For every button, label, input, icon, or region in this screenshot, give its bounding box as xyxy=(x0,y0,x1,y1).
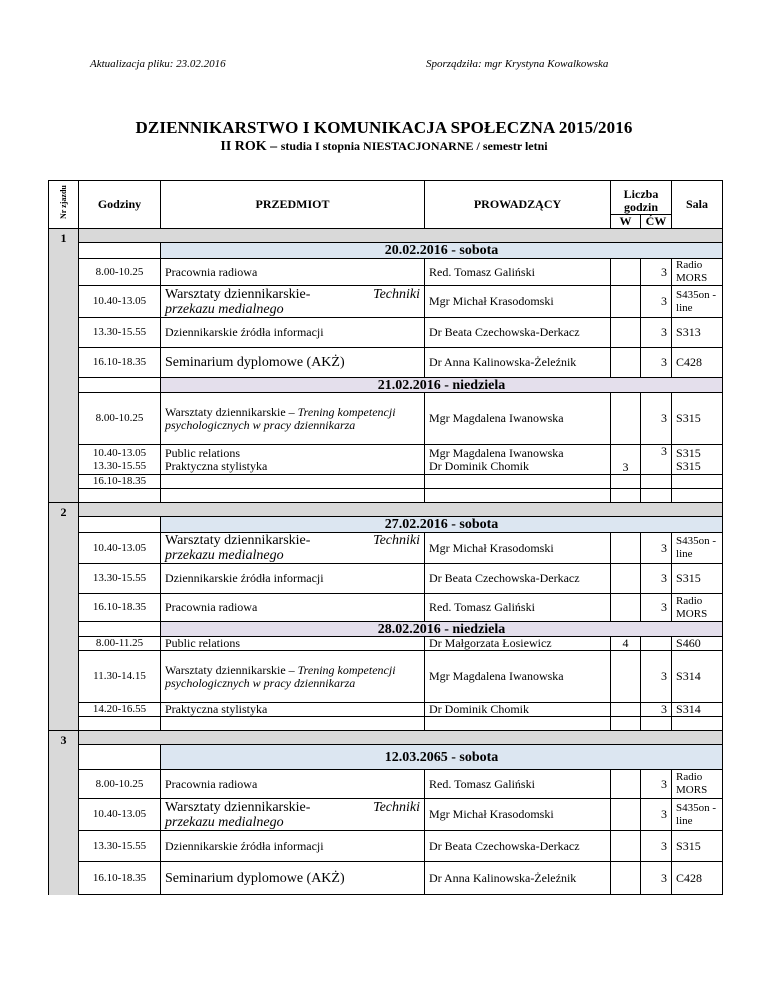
room-cell: S314 xyxy=(672,703,723,717)
time-cell: 14.20-16.55 xyxy=(79,703,161,717)
subject-cell: Pracownia radiowa xyxy=(161,259,425,286)
col-header-teacher: PROWADZĄCY xyxy=(425,181,611,229)
room-cell: C428 xyxy=(672,862,723,895)
room-cell: S315 xyxy=(672,831,723,862)
subject-cell: Public relations Praktyczna stylistyka xyxy=(161,445,425,475)
time-cell: 16.10-18.35 xyxy=(79,862,161,895)
teacher-cell: Mgr Magdalena Iwanowska xyxy=(425,393,611,445)
w-cell xyxy=(611,651,641,703)
schedule-table xyxy=(48,180,723,895)
cw-cell: 3 xyxy=(641,799,672,831)
w-cell: 4 xyxy=(611,637,641,651)
day-label: 21.02.2016 - niedziela xyxy=(161,378,723,393)
time-cell: 13.30-15.55 xyxy=(79,831,161,862)
day-label: 12.03.2065 - sobota xyxy=(161,745,723,770)
prepared-by-note: Sporządziła: mgr Krystyna Kowalkowska xyxy=(426,58,609,70)
meeting-number: 1 xyxy=(49,229,79,503)
col-header-hours: Godziny xyxy=(79,181,161,229)
time-cell: 8.00-10.25 xyxy=(79,259,161,286)
col-header-room: Sala xyxy=(672,181,723,229)
day-row xyxy=(49,745,723,770)
teacher-cell: Mgr Magdalena Iwanowska Dr Dominik Chomik xyxy=(425,445,611,475)
teacher-cell: Dr Beata Czechowska-Derkacz xyxy=(425,318,611,348)
w-cell xyxy=(611,564,641,594)
day-spacer xyxy=(79,622,161,637)
time-cell: 11.30-14.15 xyxy=(79,651,161,703)
teacher-cell: Mgr Michał Krasodomski xyxy=(425,533,611,564)
subtitle-year: II ROK – xyxy=(220,139,281,154)
subject-cell: Pracownia radiowa xyxy=(161,594,425,622)
day-spacer xyxy=(79,745,161,770)
table-row xyxy=(49,533,723,564)
time-cell: 10.40-13.05 xyxy=(79,286,161,318)
w-cell xyxy=(611,594,641,622)
cw-cell: 3 xyxy=(641,703,672,717)
subject-cell: Praktyczna stylistyka xyxy=(161,703,425,717)
subject-cell: Warsztaty dziennikarskie – Trening kompetencji psychologicznych w pracy dziennikarza xyxy=(161,393,425,445)
table-row xyxy=(49,286,723,318)
table-row xyxy=(49,637,723,651)
cw-cell: 3 xyxy=(641,318,672,348)
day-row xyxy=(49,243,723,259)
w-cell xyxy=(611,533,641,564)
teacher-cell: Red. Tomasz Galiński xyxy=(425,259,611,286)
subject-cell: Warsztaty dziennikarskie- Techniki przekazu medialnego xyxy=(161,286,425,318)
document-title: DZIENNIKARSTWO I KOMUNIKACJA SPOŁECZNA 2015/2016 xyxy=(135,118,633,137)
room-cell: Radio MORS xyxy=(672,770,723,799)
teacher-cell: Dr Dominik Chomik xyxy=(425,703,611,717)
teacher-cell: Dr Anna Kalinowska-Żeleźnik xyxy=(425,862,611,895)
table-row xyxy=(49,651,723,703)
room-cell: S315 xyxy=(672,393,723,445)
table-row xyxy=(49,594,723,622)
day-label: 20.02.2016 - sobota xyxy=(161,243,723,259)
meeting-number: 2 xyxy=(49,503,79,731)
room-cell: S314 xyxy=(672,651,723,703)
teacher-cell: Mgr Michał Krasodomski xyxy=(425,286,611,318)
cw-cell: 3 xyxy=(641,286,672,318)
w-cell xyxy=(611,799,641,831)
cw-cell: 3 xyxy=(641,393,672,445)
table-row xyxy=(49,259,723,286)
time-cell: 8.00-10.25 xyxy=(79,770,161,799)
w-cell xyxy=(611,348,641,378)
col-header-subject: PRZEDMIOT xyxy=(161,181,425,229)
cw-cell: 3 xyxy=(641,651,672,703)
table-row xyxy=(49,717,723,731)
subject-cell: Dziennikarskie źródła informacji xyxy=(161,318,425,348)
w-cell xyxy=(611,286,641,318)
subject-cell: Dziennikarskie źródła informacji xyxy=(161,564,425,594)
subtitle-study-mode: studia I stopnia NIESTACJONARNE / semestr letni xyxy=(280,139,548,153)
time-cell: 10.40-13.05 xyxy=(79,799,161,831)
time-cell: 10.40-13.05 13.30-15.55 xyxy=(79,445,161,475)
table-row xyxy=(49,475,723,489)
w-cell xyxy=(611,259,641,286)
table-row xyxy=(49,799,723,831)
w-cell xyxy=(611,831,641,862)
room-cell: S313 xyxy=(672,318,723,348)
day-label: 28.02.2016 - niedziela xyxy=(161,622,723,637)
cw-cell: 3 xyxy=(641,862,672,895)
teacher-cell: Mgr Magdalena Iwanowska xyxy=(425,651,611,703)
cw-cell: 3 xyxy=(641,445,672,475)
col-header-cw: ĆW xyxy=(641,215,672,229)
table-row xyxy=(49,703,723,717)
cw-cell: 3 xyxy=(641,770,672,799)
teacher-cell: Dr Małgorzata Łosiewicz xyxy=(425,637,611,651)
w-cell xyxy=(611,703,641,717)
subject-cell: Warsztaty dziennikarskie- Techniki przekazu medialnego xyxy=(161,799,425,831)
day-row xyxy=(49,378,723,393)
time-cell: 8.00-11.25 xyxy=(79,637,161,651)
subject-cell: Pracownia radiowa xyxy=(161,770,425,799)
day-spacer xyxy=(79,378,161,393)
teacher-cell: Dr Beata Czechowska-Derkacz xyxy=(425,831,611,862)
teacher-cell: Red. Tomasz Galiński xyxy=(425,594,611,622)
file-update-note: Aktualizacja pliku: 23.02.2016 xyxy=(90,58,226,70)
cw-cell: 3 xyxy=(641,348,672,378)
time-cell: 13.30-15.55 xyxy=(79,564,161,594)
col-header-nr: Nr zjazdu xyxy=(49,181,79,229)
day-row xyxy=(49,622,723,637)
day-spacer xyxy=(79,517,161,533)
separator-row xyxy=(49,503,723,517)
table-row xyxy=(49,348,723,378)
w-cell xyxy=(611,393,641,445)
w-cell xyxy=(611,862,641,895)
room-cell: S460 xyxy=(672,637,723,651)
subject-cell: Warsztaty dziennikarskie – Trening kompetencji psychologicznych w pracy dziennikarza xyxy=(161,651,425,703)
subject-cell: Seminarium dyplomowe (AKŻ) xyxy=(161,348,425,378)
subject-cell: Seminarium dyplomowe (AKŻ) xyxy=(161,862,425,895)
room-cell: Radio MORS xyxy=(672,259,723,286)
day-label: 27.02.2016 - sobota xyxy=(161,517,723,533)
subject-cell: Dziennikarskie źródła informacji xyxy=(161,831,425,862)
teacher-cell: Dr Anna Kalinowska-Żeleźnik xyxy=(425,348,611,378)
cw-cell: 3 xyxy=(641,564,672,594)
room-cell: S435on -line xyxy=(672,286,723,318)
table-row xyxy=(49,318,723,348)
time-cell: 16.10-18.35 xyxy=(79,594,161,622)
room-cell: S435on -line xyxy=(672,533,723,564)
w-cell xyxy=(611,318,641,348)
cw-cell: 3 xyxy=(641,259,672,286)
day-spacer xyxy=(79,243,161,259)
meeting-number: 3 xyxy=(49,731,79,895)
table-row xyxy=(49,445,723,475)
table-row xyxy=(49,831,723,862)
time-cell: 8.00-10.25 xyxy=(79,393,161,445)
time-cell: 10.40-13.05 xyxy=(79,533,161,564)
table-row xyxy=(49,770,723,799)
room-cell: Radio MORS xyxy=(672,594,723,622)
cw-cell: 3 xyxy=(641,533,672,564)
room-cell: S315 xyxy=(672,564,723,594)
col-header-w: W xyxy=(611,215,641,229)
subject-cell: Public relations xyxy=(161,637,425,651)
cw-cell xyxy=(641,637,672,651)
separator-row xyxy=(49,229,723,243)
w-cell: 3 xyxy=(611,445,641,475)
teacher-cell: Red. Tomasz Galiński xyxy=(425,770,611,799)
table-row xyxy=(49,489,723,503)
table-row xyxy=(49,564,723,594)
time-cell: 16.10-18.35 xyxy=(79,348,161,378)
table-row xyxy=(49,862,723,895)
separator-row xyxy=(49,731,723,745)
w-cell xyxy=(611,770,641,799)
room-cell: S315 S315 xyxy=(672,445,723,475)
col-header-hour-count: Liczba godzin xyxy=(611,181,672,215)
day-row xyxy=(49,517,723,533)
time-cell: 13.30-15.55 xyxy=(79,318,161,348)
cw-cell: 3 xyxy=(641,831,672,862)
subject-cell: Warsztaty dziennikarskie- Techniki przekazu medialnego xyxy=(161,533,425,564)
cw-cell: 3 xyxy=(641,594,672,622)
teacher-cell: Dr Beata Czechowska-Derkacz xyxy=(425,564,611,594)
table-row xyxy=(49,393,723,445)
document-subtitle xyxy=(0,139,768,155)
room-cell: C428 xyxy=(672,348,723,378)
header-row xyxy=(49,181,723,197)
room-cell: S435on -line xyxy=(672,799,723,831)
time-cell: 16.10-18.35 xyxy=(79,475,161,489)
teacher-cell: Mgr Michał Krasodomski xyxy=(425,799,611,831)
